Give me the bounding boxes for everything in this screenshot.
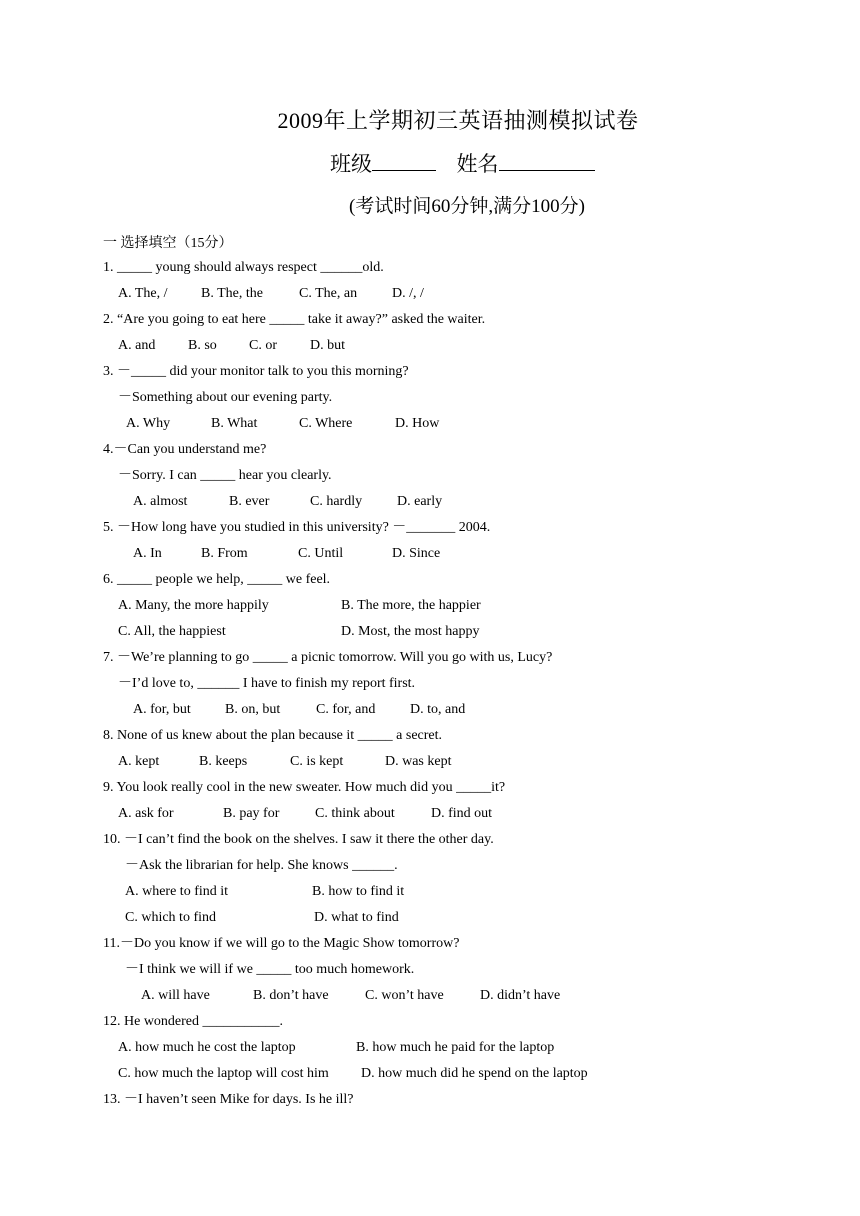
question-1-stem: 1. _____ young should always respect ______old. [103,260,384,275]
question-7-option-b: B. on, but [225,702,281,717]
question-4-option-c: C. hardly [310,494,363,509]
question-12-option-d: D. how much did he spend on the laptop [361,1066,588,1081]
question-10-option-d: D. what to find [314,910,399,925]
question-6-option-d: D. Most, the most happy [341,624,480,639]
question-8-option-d: D. was kept [385,754,452,769]
question-1-option-a: A. The, / [118,286,168,301]
question-5-option-d: D. Since [392,546,441,561]
question-4-stem-reply: －Sorry. I can _____ hear you clearly. [118,468,332,483]
question-1-option-b: B. The, the [201,286,263,301]
question-8-option-b: B. keeps [199,754,248,769]
question-10-option-c: C. which to find [125,910,216,925]
question-12-option-b: B. how much he paid for the laptop [356,1040,555,1055]
exam-time-note: (考试时间60分钟,满分100分) [349,196,585,217]
question-11-stem: 11.－Do you know if we will go to the Magic Show tomorrow? [103,936,460,951]
question-3-stem-reply: －Something about our evening party. [118,390,333,405]
question-6-option-b: B. The more, the happier [341,598,481,613]
class-name-line [330,148,595,178]
page-title: 2009年上学期初三英语抽测模拟试卷 [277,108,639,133]
question-2-stem: 2. “Are you going to eat here _____ take it away?” asked the waiter. [103,312,486,327]
question-4-option-d: D. early [397,494,443,509]
question-9-option-b: B. pay for [223,806,280,821]
question-13-stem: 13. －I haven’t seen Mike for days. Is he ill? [103,1092,354,1107]
question-3-option-b: B. What [211,416,258,431]
name-label: 姓名 [456,152,499,176]
section-heading: 一 选择填空（15分） [103,236,233,251]
question-3-stem: 3. －_____ did your monitor talk to you this morning? [103,364,409,379]
question-7-stem: 7. －We’re planning to go _____ a picnic tomorrow. Will you go with us, Lucy? [103,650,553,665]
question-7-option-c: C. for, and [316,702,376,717]
question-7-option-a: A. for, but [133,702,191,717]
question-2-option-d: D. but [310,338,345,353]
question-11-option-b: B. don’t have [253,988,329,1003]
question-4-option-a: A. almost [133,494,188,509]
question-10-stem: 10. －I can’t find the book on the shelves. I saw it there the other day. [103,832,494,847]
question-12-option-c: C. how much the laptop will cost him [118,1066,329,1081]
question-5-option-a: A. In [133,546,162,561]
question-11-option-d: D. didn’t have [480,988,561,1003]
question-1-option-d: D. /, / [392,286,424,301]
question-10-stem-reply: －Ask the librarian for help. She knows ______. [125,858,398,873]
question-6-option-c: C. All, the happiest [118,624,226,639]
question-2-option-c: C. or [249,338,277,353]
question-4-option-b: B. ever [229,494,270,509]
question-9-option-d: D. find out [431,806,493,821]
question-6-stem: 6. _____ people we help, _____ we feel. [103,572,331,587]
question-3-option-a: A. Why [126,416,171,431]
question-11-option-c: C. won’t have [365,988,444,1003]
question-10-option-a: A. where to find it [125,884,229,899]
question-11-stem-reply: －I think we will if we _____ too much homework. [125,962,415,977]
question-12-stem: 12. He wondered ___________. [103,1014,284,1029]
question-5-option-b: B. From [201,546,248,561]
class-label: 班级 [330,152,372,176]
question-12-option-a: A. how much he cost the laptop [118,1040,296,1055]
question-1-option-c: C. The, an [299,286,358,301]
class-blank [372,150,436,171]
question-6-option-a: A. Many, the more happily [118,598,269,613]
question-5-stem: 5. －How long have you studied in this university? －_______ 2004. [103,520,491,535]
question-10-option-b: B. how to find it [312,884,405,899]
question-8-option-a: A. kept [118,754,160,769]
question-7-stem-reply: －I’d love to, ______ I have to finish my report first. [118,676,416,691]
question-3-option-c: C. Where [299,416,353,431]
question-9-stem: 9. You look really cool in the new sweater. How much did you _____it? [103,780,506,795]
question-8-option-c: C. is kept [290,754,344,769]
question-2-option-a: A. and [118,338,156,353]
question-9-option-c: C. think about [315,806,395,821]
question-7-option-d: D. to, and [410,702,466,717]
question-8-stem: 8. None of us knew about the plan because it _____ a secret. [103,728,443,743]
question-2-option-b: B. so [188,338,217,353]
question-11-option-a: A. will have [141,988,210,1003]
question-3-option-d: D. How [395,416,440,431]
question-4-stem: 4.－Can you understand me? [103,442,267,457]
question-9-option-a: A. ask for [118,806,174,821]
name-blank [499,150,595,171]
question-5-option-c: C. Until [298,546,344,561]
